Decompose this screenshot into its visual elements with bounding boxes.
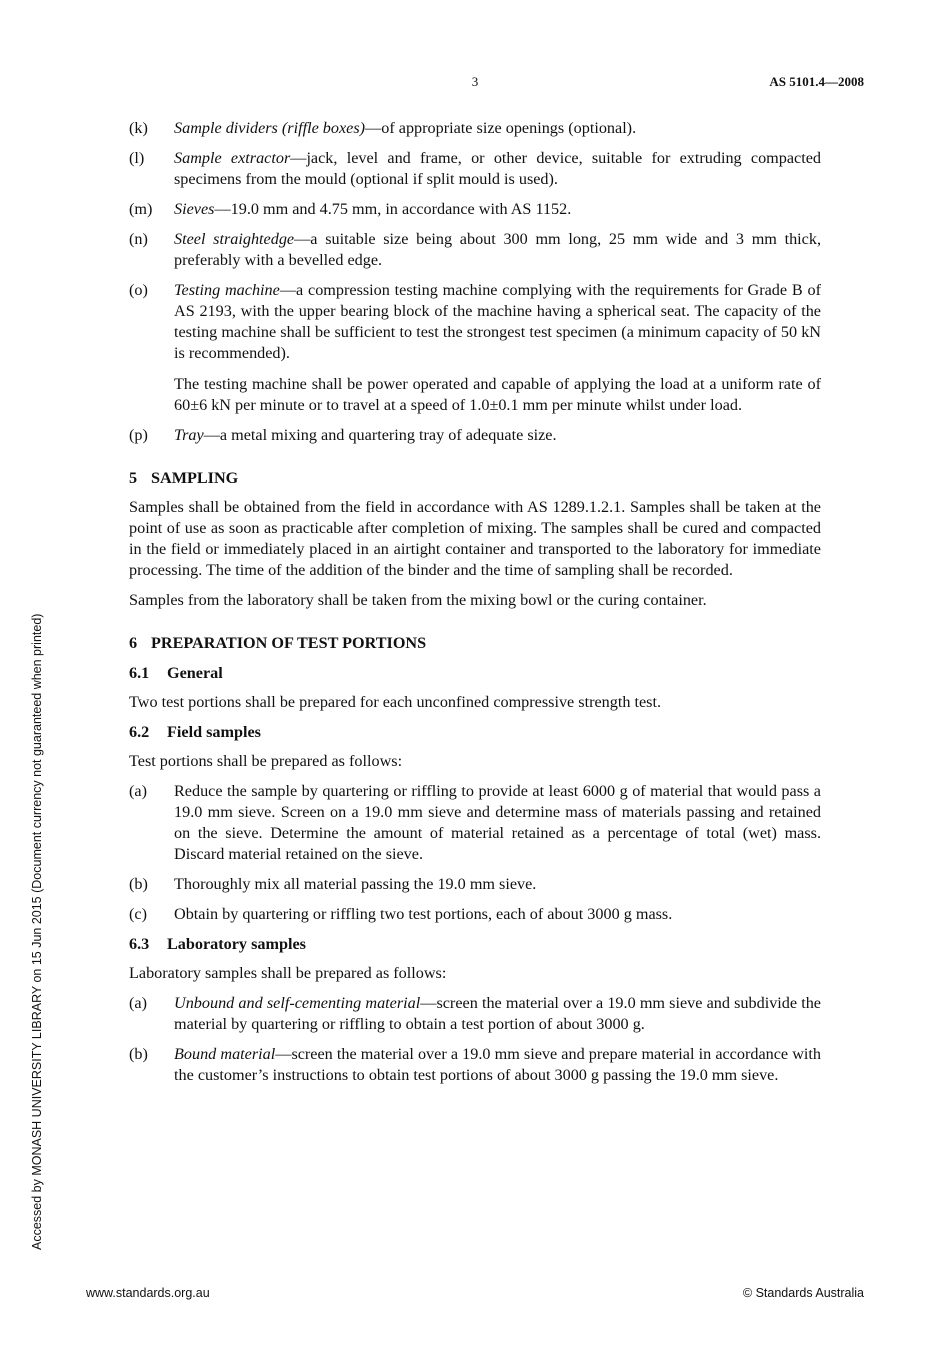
dash: —: [365, 119, 382, 137]
item-label: (l): [129, 149, 145, 167]
page-content: [129, 118, 821, 1095]
subsection-number: 6.2: [129, 723, 150, 741]
list-item: [129, 904, 821, 925]
item-label: (k): [129, 119, 148, 137]
item-label: (m): [129, 200, 153, 218]
dash: —: [420, 994, 437, 1012]
subsection-heading-general: [129, 663, 821, 684]
dash: —: [275, 1045, 292, 1063]
list-item: [129, 993, 821, 1035]
page-number: 3: [471, 74, 479, 89]
item-text: of appropriate size openings (optional).: [381, 119, 637, 137]
list-item: [129, 118, 821, 139]
item-text: a metal mixing and quartering tray of adequate size.: [219, 426, 557, 444]
list-item: [129, 425, 821, 446]
footer-copyright: © Standards Australia: [742, 1286, 864, 1300]
paragraph: Laboratory samples shall be prepared as follows:: [129, 964, 447, 982]
item-label: (b): [129, 875, 148, 893]
item-label: (a): [129, 994, 147, 1012]
item-text: Obtain by quartering or riffling two test portions, each of about 3000 g mass.: [174, 905, 673, 923]
dash: —: [203, 426, 220, 444]
item-text: Thoroughly mix all material passing the 19.0 mm sieve.: [174, 875, 537, 893]
subsection-number: 6.1: [129, 664, 150, 682]
subsection-heading-laboratory-samples: [129, 934, 821, 955]
footer-website: www.standards.org.au: [86, 1286, 210, 1300]
item-text: a suitable size being about 300 mm long, 25 mm wide and 3 mm thick, preferably with a bevelled edge.: [174, 230, 821, 269]
item-text: jack, level and frame, or other device, suitable for extruding compacted specimens from the mould (optional if split mould is used).: [174, 149, 821, 188]
item-text: 19.0 mm and 4.75 mm, in accordance with AS 1152.: [230, 200, 572, 218]
dash: —: [290, 149, 307, 167]
list-item: [129, 1044, 821, 1086]
item-term: Steel straightedge: [174, 230, 295, 248]
item-label: (a): [129, 782, 147, 800]
section-heading-preparation: [129, 633, 821, 654]
paragraph: Samples from the laboratory shall be taken from the mixing bowl or the curing container.: [129, 591, 707, 609]
list-item: [129, 280, 821, 416]
subsection-title: Laboratory samples: [167, 935, 306, 953]
section-number: 6: [129, 634, 138, 652]
item-term: Bound material: [174, 1045, 276, 1063]
item-text: screen the material over a 19.0 mm sieve and subdivide the material by quartering or riffling to obtain a test portion of about 3000 g.: [174, 994, 821, 1033]
item-term: Tray: [174, 426, 204, 444]
dash: —: [279, 281, 297, 299]
list-item: [129, 148, 821, 190]
item-term: Sample extractor: [174, 149, 291, 167]
item-term: Testing machine: [174, 281, 280, 299]
paragraph: Samples shall be obtained from the field in accordance with AS 1289.1.2.1. Samples shall be taken at the point of use as soon as practicable after completion of mixing. The samples shall be cured and compacted in the field or immediately placed in an airtight container and transported to the laboratory for immediate processing. The time of the addition of the binder and the time of sampling shall be recorded.: [129, 498, 821, 579]
paragraph: Two test portions shall be prepared for each unconfined compressive strength test.: [129, 693, 661, 711]
dash: —: [214, 200, 231, 218]
list-item: [129, 229, 821, 271]
item-label: (p): [129, 426, 148, 444]
section-title: PREPARATION OF TEST PORTIONS: [151, 634, 427, 652]
item-text: Reduce the sample by quartering or riffling to provide at least 6000 g of material that would pass a 19.0 mm sieve. Screen on a 19.0 mm sieve and determine mass of materials passing and retained on the sieve. Determine the amount of material retained as a percentage of total (wet) mass. Discard material retained on the sieve.: [174, 782, 821, 863]
item-label: (b): [129, 1045, 148, 1063]
item-label: (n): [129, 230, 148, 248]
list-item: [129, 199, 821, 220]
item-text: screen the material over a 19.0 mm sieve and prepare material in accordance with the customer’s instructions to obtain test portions of about 3000 g passing the 19.0 mm sieve.: [174, 1045, 821, 1084]
subsection-title: Field samples: [167, 723, 261, 741]
dash: —: [294, 230, 311, 248]
item-text: a compression testing machine complying with the requirements for Grade B of AS 2193, with the upper bearing block of the machine having a spherical seat. The capacity of the testing machine shall be sufficient to test the strongest test specimen (a minimum capacity of 50 kN is recommended).: [174, 281, 821, 362]
subsection-title: General: [167, 664, 223, 682]
list-item: [129, 874, 821, 895]
document-code: AS 5101.4—2008: [769, 74, 864, 89]
side-access-note: Accessed by MONASH UNIVERSITY LIBRARY on 15 Jun 2015 (Document currency not guaranteed when printed): [30, 613, 44, 1250]
paragraph: Test portions shall be prepared as follows:: [129, 752, 403, 770]
subsection-heading-field-samples: [129, 722, 821, 743]
item-label: (o): [129, 281, 148, 299]
section-title: SAMPLING: [151, 469, 239, 487]
list-item: [129, 781, 821, 865]
item-extra-paragraph: The testing machine shall be power operated and capable of applying the load at a uniform rate of 60±6 kN per minute or to travel at a speed of 1.0±0.1 mm per minute whilst under load.: [174, 375, 821, 414]
subsection-number: 6.3: [129, 935, 150, 953]
section-heading-sampling: [129, 468, 821, 489]
section-number: 5: [129, 469, 138, 487]
item-term: Sample dividers (riffle boxes): [174, 119, 366, 137]
item-term: Sieves: [174, 200, 215, 218]
item-term: Unbound and self-cementing material: [174, 994, 421, 1012]
item-label: (c): [129, 905, 147, 923]
